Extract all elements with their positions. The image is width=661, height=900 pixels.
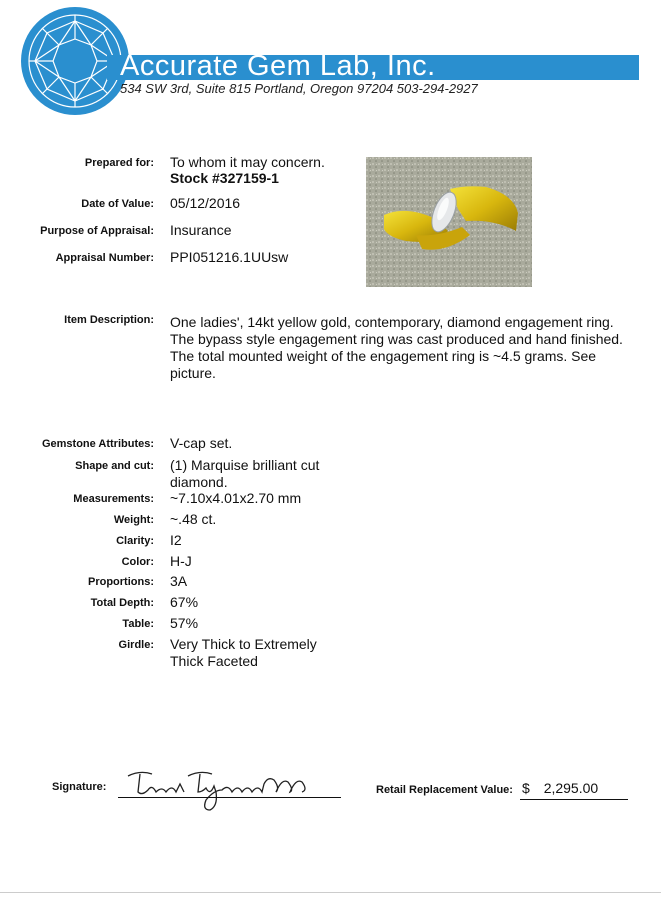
prepared-for-value: To whom it may concern. — [170, 154, 325, 170]
girdle-value: Very Thick to Extremely Thick Faceted — [170, 636, 317, 669]
measurements-value: ~7.10x4.01x2.70 mm — [170, 490, 302, 506]
currency-symbol: $ — [522, 780, 530, 796]
gemstone-attributes-value: V-cap set. — [170, 435, 233, 451]
date-value: 05/12/2016 — [170, 195, 241, 211]
item-description-label: Item Description: — [64, 314, 154, 326]
page-bottom-rule — [0, 892, 661, 893]
color-value: H-J — [170, 553, 192, 569]
proportions-label: Proportions: — [88, 576, 154, 588]
proportions-value: 3A — [170, 573, 188, 589]
retail-value-label: Retail Replacement Value: — [376, 784, 513, 796]
ring-photo — [366, 157, 532, 287]
signature-line — [118, 797, 341, 798]
clarity-label: Clarity: — [116, 535, 154, 547]
retail-value — [522, 780, 598, 796]
gemstone-attributes-label: Gemstone Attributes: — [41, 438, 154, 450]
date-label: Date of Value: — [81, 198, 154, 210]
stock-number: Stock #327159-1 — [170, 170, 279, 186]
total-depth-value: 67% — [170, 594, 199, 610]
table-value: 57% — [170, 615, 199, 631]
clarity-value: I2 — [170, 532, 182, 548]
item-description-text: One ladies', 14kt yellow gold, contemporary, diamond engagement ring. The bypass style engagement ring was cast produced and hand finished. The total mounted weight of the engagement ring is ~4.5 grams. See picture. — [170, 314, 623, 381]
purpose-value: Insurance — [170, 222, 232, 238]
weight-label: Weight: — [113, 514, 154, 526]
shape-label: Shape and cut: — [75, 460, 154, 472]
girdle-label: Girdle: — [118, 639, 154, 651]
total-depth-label: Total Depth: — [90, 597, 154, 609]
retail-value-line — [520, 799, 628, 800]
appraisal-number-label: Appraisal Number: — [55, 252, 154, 264]
appraisal-number-value: PPI051216.1UUsw — [170, 249, 289, 265]
company-address: 534 SW 3rd, Suite 815 Portland, Oregon 97204 503-294-2927 — [120, 81, 478, 96]
purpose-label: Purpose of Appraisal: — [40, 225, 154, 237]
signature-label: Signature: — [52, 781, 107, 793]
shape-value: (1) Marquise brilliant cut diamond. — [170, 457, 320, 490]
signature-image — [118, 762, 318, 812]
measurements-label: Measurements: — [73, 493, 154, 505]
retail-value-amount: 2,295.00 — [543, 780, 599, 796]
color-label: Color: — [121, 556, 154, 568]
table-label: Table: — [122, 618, 154, 630]
weight-value: ~.48 ct. — [170, 511, 217, 527]
prepared-for-label: Prepared for: — [84, 157, 154, 169]
company-name: Accurate Gem Lab, Inc. — [120, 50, 436, 82]
